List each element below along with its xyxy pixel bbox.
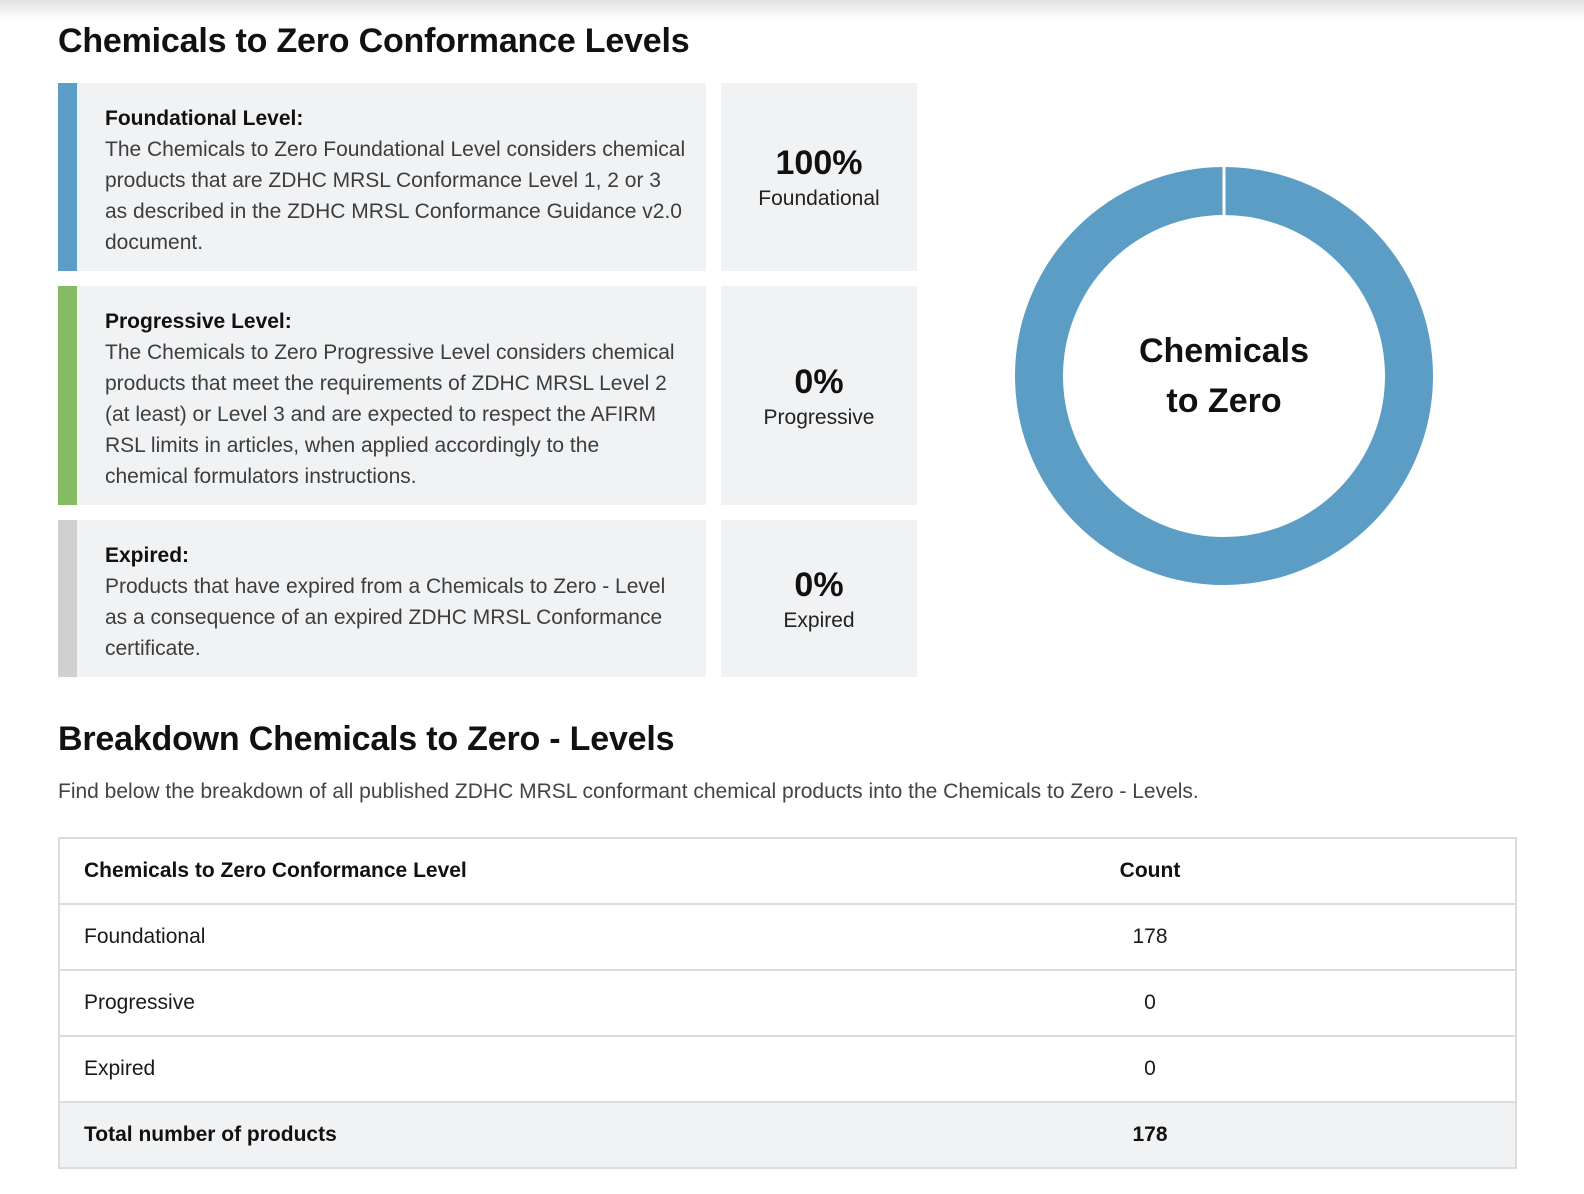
level-description-box	[58, 83, 706, 271]
level-color-bar	[58, 286, 77, 505]
level-description: Products that have expired from a Chemicals to Zero - Level as a consequence of an expired ZDHC MRSL Conformance certificate.	[105, 575, 666, 660]
donut-label-line2: to Zero	[1166, 382, 1282, 420]
header-count: Count	[1119, 859, 1181, 882]
level-percent: 0%	[794, 362, 844, 401]
level-percent: 0%	[794, 565, 844, 604]
conformance-levels-title: Chemicals to Zero Conformance Levels	[58, 22, 690, 60]
table-total-row	[60, 1101, 1515, 1167]
level-color-bar	[58, 520, 77, 677]
total-label: Total number of products	[84, 1123, 337, 1146]
row-count: 0	[1144, 1057, 1156, 1080]
level-row-expired	[58, 520, 917, 677]
breakdown-title: Breakdown Chemicals to Zero - Levels	[58, 720, 675, 758]
table-row	[60, 903, 1515, 969]
level-title: Expired:	[105, 544, 190, 567]
donut-center-label	[1014, 326, 1434, 426]
breakdown-intro: Find below the breakdown of all published ZDHC MRSL conformant chemical products into the Chemicals to Zero - Levels.	[58, 780, 1199, 803]
level-percent-label: Expired	[783, 608, 855, 632]
level-description-box	[58, 286, 706, 505]
level-row-foundational	[58, 83, 917, 271]
total-count: 178	[1132, 1123, 1168, 1146]
level-percent-label: Progressive	[763, 405, 875, 429]
breakdown-table	[58, 837, 1517, 1169]
level-percent-box	[721, 83, 917, 271]
header-level: Chemicals to Zero Conformance Level	[84, 859, 467, 882]
top-shadow	[0, 0, 1584, 20]
level-description: The Chemicals to Zero Progressive Level considers chemical products that meet the requirements of ZDHC MRSL Level 2 (at least) or Level 3 and are expected to respect the AFIRM RSL limits in articles, when applied accordingly to the chemical formulators instructions.	[105, 341, 675, 488]
level-percent: 100%	[775, 144, 863, 182]
level-percent-box	[721, 520, 917, 677]
table-row	[60, 969, 1515, 1035]
table-header-row	[60, 839, 1515, 903]
table-row	[60, 1035, 1515, 1101]
row-count: 0	[1144, 991, 1156, 1014]
level-percent-box	[721, 286, 917, 505]
level-title: Progressive Level:	[105, 310, 292, 333]
level-color-bar	[58, 83, 77, 271]
row-level: Expired	[84, 1057, 156, 1080]
row-level: Foundational	[84, 925, 206, 948]
level-row-progressive	[58, 286, 917, 505]
row-count: 178	[1132, 925, 1168, 948]
donut-label-line1: Chemicals	[1138, 332, 1310, 370]
level-description: The Chemicals to Zero Foundational Level considers chemical products that are ZDHC MRSL Conformance Level 1, 2 or 3 as described in the ZDHC MRSL Conformance Guidance v2.0 document.	[105, 138, 686, 254]
level-title: Foundational Level:	[105, 107, 304, 130]
level-percent-label: Foundational	[758, 187, 880, 210]
row-level: Progressive	[84, 991, 195, 1014]
level-description-box	[58, 520, 706, 677]
